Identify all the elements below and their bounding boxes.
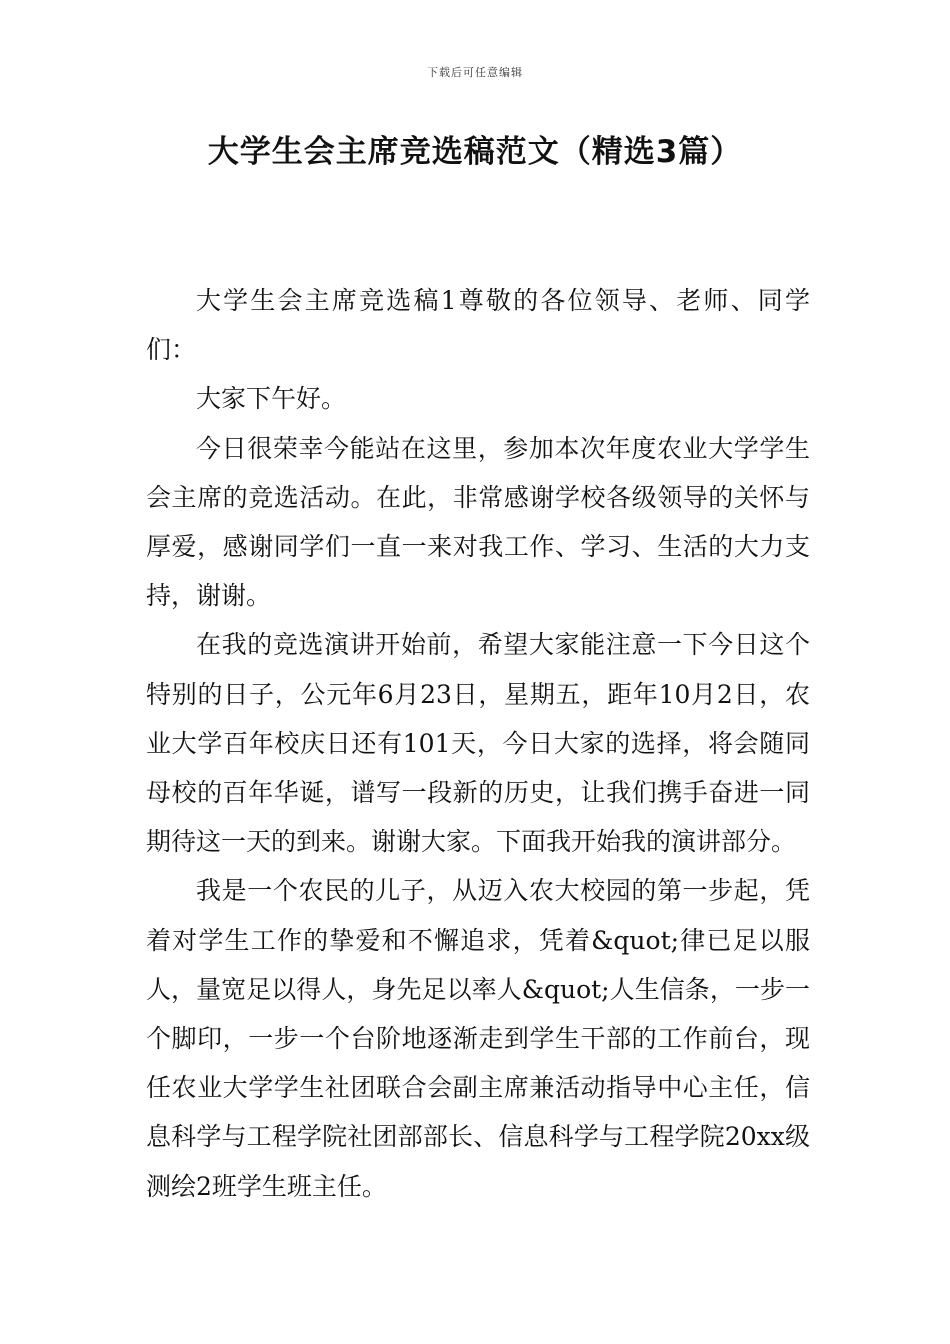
document-title: 大学生会主席竞选稿范文（精选3篇） <box>207 134 743 170</box>
paragraph-greeting: 大家下午好。 <box>196 384 347 414</box>
paragraph-salutation: 大学生会主席竞选稿1尊敬的各位领导、老师、同学们： <box>146 286 810 365</box>
header-note: 下载后可任意编辑 <box>427 66 523 79</box>
paragraph-special-day: 在我的竞选演讲开始前，希望大家能注意一下今日这个特别的日子，公元年6月23日，星期五，距年10月2日，农业大学百年校庆日还有101天，今日大家的选择，将会随同母校的百年华诞，谱写一段新的历史，让我们携手奋进一同期待这一天的到来。谢谢大家。下面我开始我的演讲部分。 <box>146 630 810 857</box>
paragraph-background: 我是一个农民的儿子，从迈入农大校园的第一步起，凭着对学生工作的挚爱和不懈追求，凭着&quot;律已足以服人，量宽足以得人，身先足以率人&quot;人生信条，一步一个脚印，一步一个台阶地逐渐走到学生干部的工作前台，现任农业大学学生社团联合会副主席兼活动指导中心主任，信息科学与工程学院社团部部长、信息科学与工程学院20xx级测绘2班学生班主任。 <box>146 876 810 1201</box>
document-body <box>146 276 810 1211</box>
paragraph-introduction: 今日很荣幸今能站在这里，参加本次年度农业大学学生会主席的竞选活动。在此，非常感谢学校各级领导的关怀与厚爱，感谢同学们一直一来对我工作、学习、生活的大力支持，谢谢。 <box>146 433 810 611</box>
